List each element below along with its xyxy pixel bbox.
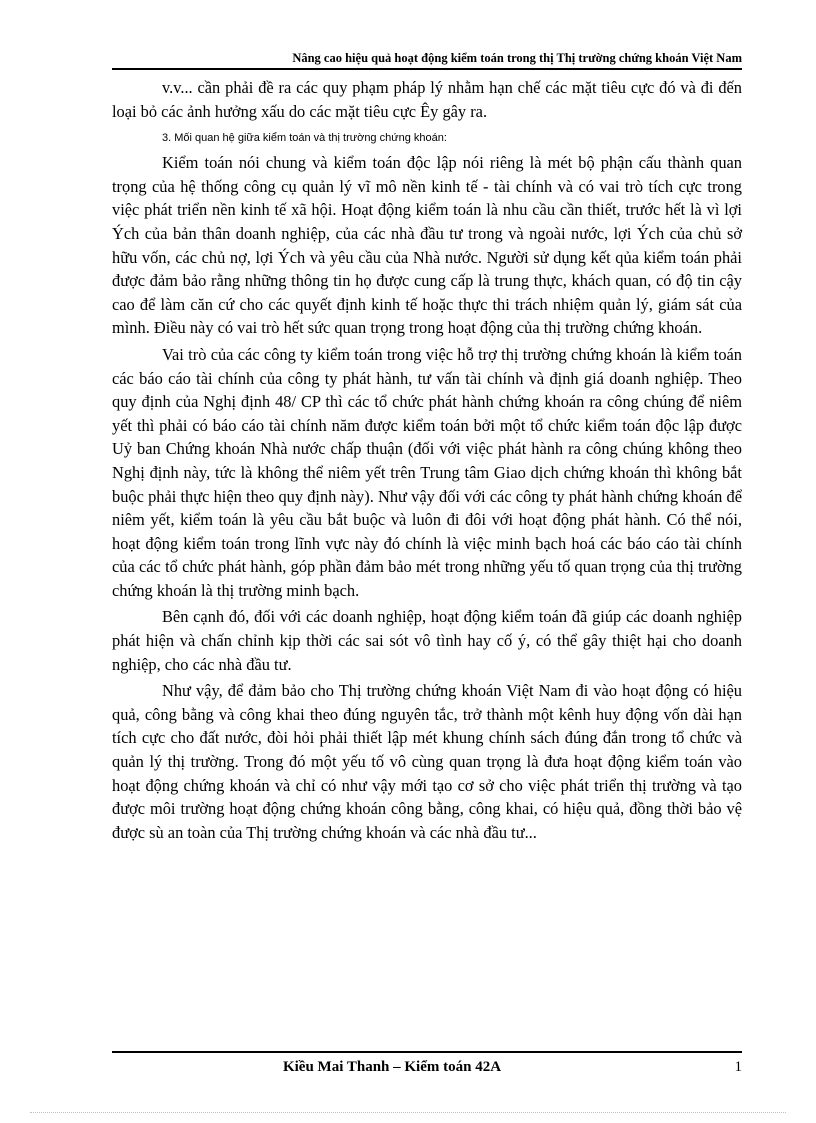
footer-author: Kiều Mai Thanh – Kiểm toán 42A [282, 1059, 502, 1075]
body-paragraph-1: Kiểm toán nói chung và kiểm toán độc lập nói riêng là mét bộ phận cấu thành quan trọng của hệ thống công cụ quản lý vĩ mô nền kinh tế - tài chính và có vai trò tích cực trong việc phát triển nền kinh tế xã hội. Hoạt động kiểm toán là nhu cầu cần thiết, trước hết là vì lợi Ých của bản thân doanh nghiệp, của các nhà đầu tư trong và ngoài nước, lợi Ých của chủ sở hữu vốn, các chủ nợ, lợi Ých và yêu cầu của Nhà nước. Người sử dụng kết qủa kiểm toán phải được đảm bảo rằng những thông tin họ được cung cấp là trung thực, khách quan, có độ tin cậy cao để làm căn cứ cho các quyết định kinh tế hoặc thực thi trách nhiệm quản lý, giám sát của mình. Điều này có vai trò hết sức quan trọng trong hoạt động của thị trường chứng khoán. [112, 153, 742, 338]
page-edge-divider [30, 1112, 786, 1113]
intro-paragraph: v.v... cần phải đề ra các quy phạm pháp lý nhằm hạn chế các mặt tiêu cực đó và đi đến loại bỏ các ảnh hưởng xấu do các mặt tiêu cực Êy gây ra. [112, 78, 742, 121]
header-rule [112, 68, 742, 70]
page-body [112, 76, 742, 844]
body-paragraph-3: Bên cạnh đó, đối với các doanh nghiệp, hoạt động kiểm toán đã giúp các doanh nghiệp phát hiện và chấn chỉnh kịp thời các sai sót vô tình hay cố ý, có thể gây thiệt hại cho doanh nghiệp, cho các nhà đầu tư. [112, 607, 742, 674]
page-number: 1 [734, 1059, 742, 1075]
running-header-title: Nâng cao hiệu quả hoạt động kiểm toán trong thị Thị trường chứng khoán Việt Nam [292, 51, 742, 65]
footer-rule [112, 1051, 742, 1053]
body-paragraph-2: Vai trò của các công ty kiểm toán trong việc hỗ trợ thị trường chứng khoán là kiểm toán các báo cáo tài chính của công ty phát hành, tư vấn tài chính và định giá doanh nghiệp. Theo quy định của Nghị định 48/ CP thì các tổ chức phát hành chứng khoán ra công chúng để niêm yết thì phải có báo cáo tài chính năm được kiểm toán bởi một tổ chức kiểm toán độc lập được Uỷ ban Chứng khoán Nhà nước chấp thuận (đối với việc phát hành ra công chúng không theo Nghị định này, tức là không thể niêm yết trên Trung tâm Giao dịch chứng khoán thì không bắt buộc phải thực hiện theo quy định này). Như vậy đối với các công ty phát hành chứng khoán để niêm yết, kiểm toán là yêu cầu bắt buộc và luôn đi đôi với hoạt động phát hành. Có thể nói, hoạt động kiểm toán trong lĩnh vực này đó chính là việc minh bạch hoá các báo cáo tài chính của các tổ chức phát hành, góp phần đảm bảo mét trong những yếu tố quan trọng của thị trường chứng khoán là thị trường minh bạch. [112, 344, 742, 600]
body-paragraph-4: Như vậy, để đảm bảo cho Thị trường chứng khoán Việt Nam đi vào hoạt động có hiệu quả, công bằng và công khai theo đúng nguyên tắc, trở thành một kênh huy động vốn dài hạn tích cực cho đất nước, đòi hỏi phải thiết lập mét khung chính sách đúng đắn trong tổ chức và quản lý thị trường. Trong đó một yếu tố vô cùng quan trọng là đưa hoạt động kiểm toán vào hoạt động chứng khoán và chỉ có như vậy mới tạo cơ sở cho việc phát triển thị trường và tạo được môi trường hoạt động chứng khoán công bằng, công khai, có hiệu quả, đồng thời bảo vệ được sù an toàn của Thị trường chứng khoán và các nhà đầu tư... [112, 681, 742, 842]
section-heading: 3. Mối quan hệ giữa kiểm toán và thị trường chứng khoán: [162, 132, 447, 145]
